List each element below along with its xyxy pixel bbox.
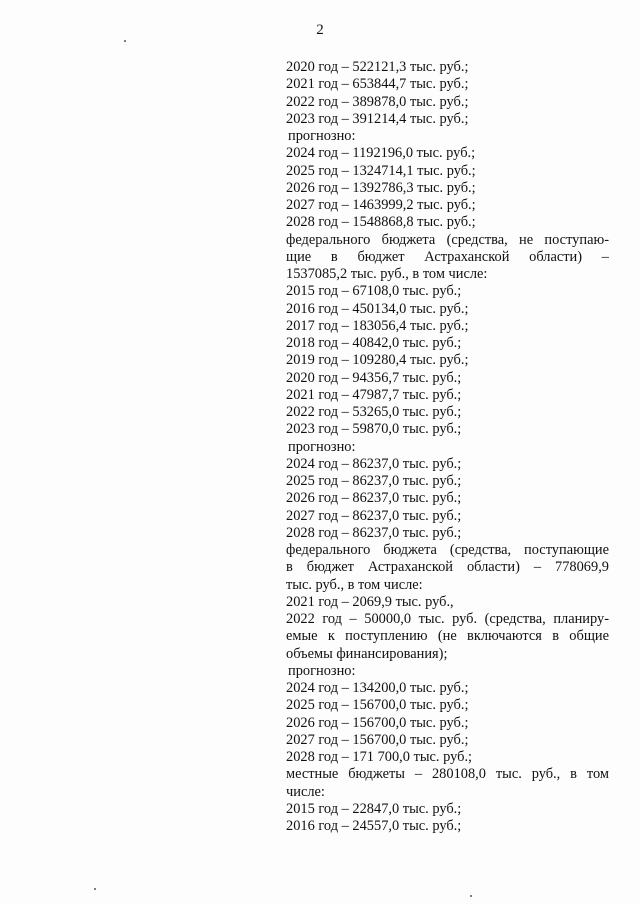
- text-line: 1537085,2 тыс. руб., в том числе:: [286, 266, 488, 282]
- text-line: 2015 год – 67108,0 тыс. руб.;: [286, 283, 462, 300]
- text-line: 2021 год – 2069,9 тыс. руб.,: [286, 593, 454, 610]
- text-line: прогнозно:: [288, 438, 356, 455]
- text-line: 2022 год – 53265,0 тыс. руб.;: [286, 404, 462, 420]
- text-line: 2022 год – 389878,0 тыс. руб.;: [286, 93, 469, 110]
- text-line: 2027 год – 1463999,2 тыс. руб.;: [286, 197, 476, 213]
- text-line: 2022 год – 50000,0 тыс. руб. (средства, планиру-: [286, 611, 609, 627]
- text-line: 2028 год – 171 700,0 тыс. руб.;: [286, 749, 473, 765]
- text-line: 2026 год – 86237,0 тыс. руб.;: [286, 490, 462, 507]
- text-line: прогнозно:: [288, 128, 356, 144]
- text-line: 2026 год – 156700,0 тыс. руб.;: [286, 714, 469, 731]
- text-line: в бюджет Астраханской области) – 778069,9: [286, 559, 609, 576]
- text-line: 2021 год – 653844,7 тыс. руб.;: [286, 76, 469, 93]
- text-line: числе:: [286, 783, 325, 800]
- page-number: 2: [316, 22, 324, 38]
- text-line: объемы финансирования);: [286, 645, 448, 662]
- text-line: тыс. руб., в том числе:: [286, 576, 423, 593]
- text-line: местные бюджеты – 280108,0 тыс. руб., в том: [286, 766, 609, 783]
- financing-text-column: [286, 59, 609, 835]
- text-line: 2018 год – 40842,0 тыс. руб.;: [286, 335, 462, 351]
- text-line: 2025 год – 86237,0 тыс. руб.;: [286, 473, 462, 489]
- text-line: 2019 год – 109280,4 тыс. руб.;: [286, 352, 469, 369]
- text-line: 2016 год – 450134,0 тыс. руб.;: [286, 300, 469, 317]
- text-line: 2020 год – 94356,7 тыс. руб.;: [286, 369, 462, 386]
- text-line: 2017 год – 183056,4 тыс. руб.;: [286, 317, 469, 334]
- text-line: 2024 год – 1192196,0 тыс. руб.;: [286, 145, 476, 162]
- text-line: федерального бюджета (средства, не поступаю-: [286, 231, 609, 248]
- text-line: щие в бюджет Астраханской области) –: [286, 248, 609, 265]
- text-line: 2024 год – 86237,0 тыс. руб.;: [286, 455, 462, 472]
- text-line: 2024 год – 134200,0 тыс. руб.;: [286, 680, 469, 696]
- scan-speck: [94, 888, 96, 890]
- text-line: 2021 год – 47987,7 тыс. руб.;: [286, 386, 462, 403]
- text-line: 2027 год – 86237,0 тыс. руб.;: [286, 507, 462, 524]
- text-line: 2025 год – 1324714,1 тыс. руб.;: [286, 162, 476, 179]
- text-line: 2026 год – 1392786,3 тыс. руб.;: [286, 179, 476, 196]
- text-line: 2015 год – 22847,0 тыс. руб.;: [286, 800, 462, 817]
- scan-speck: [124, 40, 126, 42]
- text-line: прогнозно:: [288, 662, 356, 679]
- text-line: 2028 год – 1548868,8 тыс. руб.;: [286, 214, 476, 231]
- scan-speck: [470, 895, 472, 897]
- text-line: 2020 год – 522121,3 тыс. руб.;: [286, 59, 469, 75]
- text-line: федерального бюджета (средства, поступающие: [286, 542, 609, 558]
- text-line: 2023 год – 59870,0 тыс. руб.;: [286, 421, 462, 438]
- text-line: 2025 год – 156700,0 тыс. руб.;: [286, 697, 469, 714]
- text-line: 2027 год – 156700,0 тыс. руб.;: [286, 731, 469, 748]
- text-line: емые к поступлению (не включаются в общие: [286, 628, 609, 645]
- text-line: 2016 год – 24557,0 тыс. руб.;: [286, 818, 462, 834]
- text-line: 2028 год – 86237,0 тыс. руб.;: [286, 524, 462, 541]
- text-line: 2023 год – 391214,4 тыс. руб.;: [286, 110, 469, 127]
